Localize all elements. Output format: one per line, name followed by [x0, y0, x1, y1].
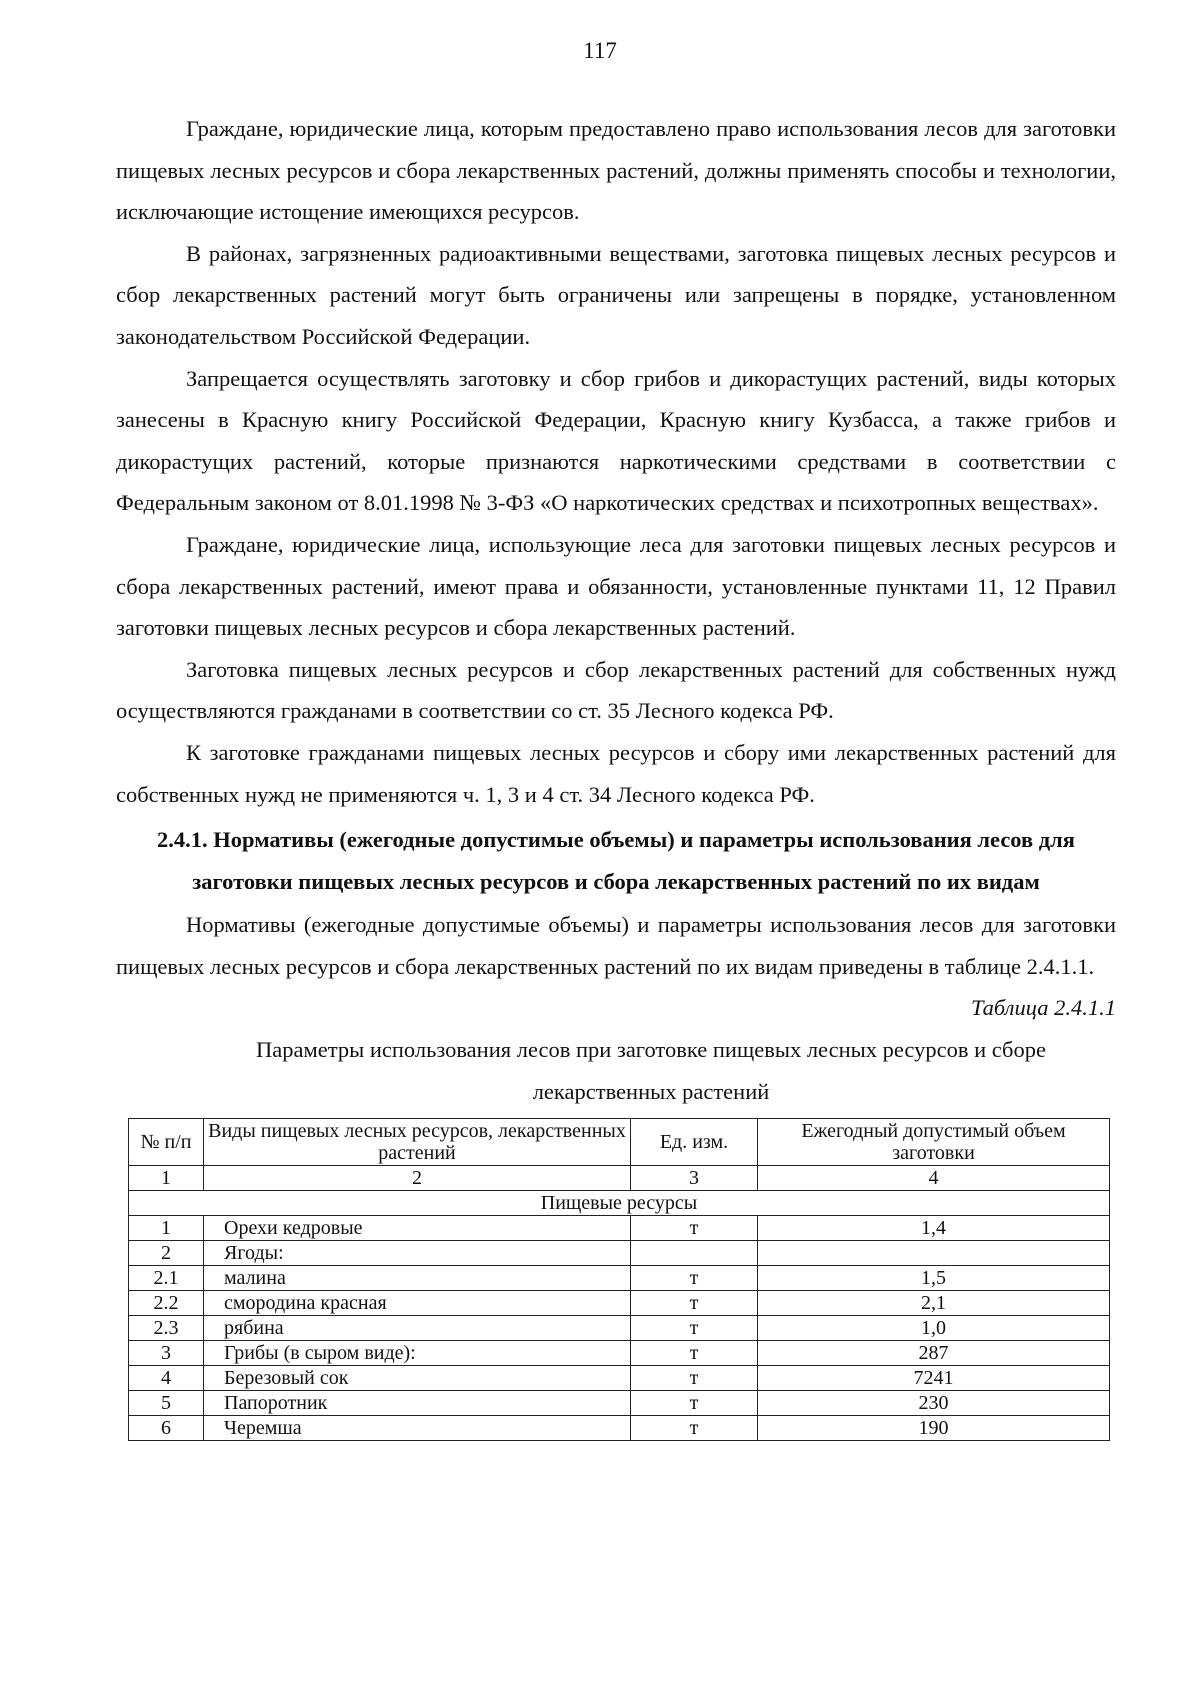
row-number: 4: [129, 1366, 204, 1391]
row-number: 1: [129, 1216, 204, 1241]
paragraph: Граждане, юридические лица, использующие леса для заготовки пищевых лесных ресурсов и сбора лекарственных растений, имеют права и обязанности, установленные пунктами 11, 12 Правил заготовки пищевых лесных ресурсов и сбора лекарственных растений.: [116, 531, 1116, 641]
row-number: 2.3: [129, 1316, 204, 1341]
paragraph: Заготовка пищевых лесных ресурсов и сбор лекарственных растений для собственных нужд осуществляются гражданами в соответствии со ст. 35 Лесного кодекса РФ.: [116, 656, 1116, 724]
table-row: [129, 1366, 1110, 1391]
row-resource-name: Орехи кедровые: [204, 1216, 631, 1241]
row-volume: 1,0: [758, 1316, 1110, 1341]
row-volume: 2,1: [758, 1291, 1110, 1316]
paragraph: Запрещается осуществлять заготовку и сбор грибов и дикорастущих растений, виды которых занесены в Красную книгу Российской Федерации, Красную книгу Кузбасса, а также грибов и дикорастущих растений, которые признаются наркотическими средствами в соответствии с Федеральным законом от 8.01.1998 № 3-ФЗ «О наркотических средствах и психотропных веществах».: [116, 365, 1116, 516]
paragraph: К заготовке гражданами пищевых лесных ресурсов и сбору ими лекарственных растений для собственных нужд не применяются ч. 1, 3 и 4 ст. 34 Лесного кодекса РФ.: [116, 739, 1116, 807]
paragraph: В районах, загрязненных радиоактивными веществами, заготовка пищевых лесных ресурсов и сбор лекарственных растений могут быть ограничены или запрещены в порядке, установленном законодательством Российской Федерации.: [116, 240, 1116, 349]
table-row: [129, 1416, 1110, 1441]
resource-table: [128, 1118, 1110, 1441]
column-index-row: [129, 1166, 1110, 1191]
row-unit: т: [631, 1391, 758, 1416]
row-unit: т: [631, 1366, 758, 1391]
row-number: 2.2: [129, 1291, 204, 1316]
table-row: [129, 1241, 1110, 1266]
column-index: 2: [204, 1166, 631, 1191]
table-row: [129, 1216, 1110, 1241]
row-resource-name: рябина: [204, 1316, 631, 1341]
header-unit: Ед. изм.: [631, 1119, 758, 1166]
row-volume: 1,5: [758, 1266, 1110, 1291]
row-unit: т: [631, 1341, 758, 1366]
section-intro: Нормативы (ежегодные допустимые объемы) и параметры использования лесов для заготовки пищевых лесных ресурсов и сбора лекарственных растений по их видам приведены в таблице 2.4.1.1.: [116, 912, 1116, 979]
row-resource-name: смородина красная: [204, 1291, 631, 1316]
row-number: 6: [129, 1416, 204, 1441]
table-caption: Параметры использования лесов при заготовке пищевых лесных ресурсов и сборе лекарственных растений: [256, 1037, 1046, 1104]
row-volume: [758, 1241, 1110, 1266]
section-row: [129, 1191, 1110, 1216]
table-reference: Таблица 2.4.1.1: [970, 995, 1116, 1021]
row-volume: 287: [758, 1341, 1110, 1366]
row-volume: 1,4: [758, 1216, 1110, 1241]
row-resource-name: Ягоды:: [204, 1241, 631, 1266]
column-index: 3: [631, 1166, 758, 1191]
column-index: 4: [758, 1166, 1110, 1191]
row-unit: т: [631, 1316, 758, 1341]
paragraph: Граждане, юридические лица, которым предоставлено право использования лесов для заготовки пищевых лесных ресурсов и сбора лекарственных растений, должны применять способы и технологии, исключающие истощение имеющихся ресурсов.: [116, 116, 1116, 225]
header-num: № п/п: [129, 1119, 204, 1166]
document-body: [116, 108, 1116, 1441]
table-row: [129, 1266, 1110, 1291]
row-unit: т: [631, 1216, 758, 1241]
table-header-row: [129, 1119, 1110, 1166]
row-volume: 7241: [758, 1366, 1110, 1391]
row-unit: т: [631, 1416, 758, 1441]
table-row: [129, 1316, 1110, 1341]
column-index: 1: [129, 1166, 204, 1191]
table-row: [129, 1391, 1110, 1416]
row-unit: т: [631, 1266, 758, 1291]
row-resource-name: Черемша: [204, 1416, 631, 1441]
row-unit: [631, 1241, 758, 1266]
row-number: 2.1: [129, 1266, 204, 1291]
section-label: Пищевые ресурсы: [129, 1191, 1110, 1216]
row-volume: 190: [758, 1416, 1110, 1441]
page-number: 117: [583, 38, 617, 63]
table-row: [129, 1291, 1110, 1316]
row-resource-name: Березовый сок: [204, 1366, 631, 1391]
row-resource-name: Грибы (в сыром виде):: [204, 1341, 631, 1366]
header-name: Виды пищевых лесных ресурсов, лекарственных растений: [204, 1119, 631, 1166]
row-resource-name: Папоротник: [204, 1391, 631, 1416]
header-volume: Ежегодный допустимый объем заготовки: [758, 1119, 1110, 1166]
row-volume: 230: [758, 1391, 1110, 1416]
row-number: 3: [129, 1341, 204, 1366]
row-resource-name: малина: [204, 1266, 631, 1291]
section-heading: 2.4.1. Нормативы (ежегодные допустимые объемы) и параметры использования лесов для заготовки пищевых лесных ресурсов и сбора лекарственных растений по их видам: [157, 827, 1075, 894]
row-number: 2: [129, 1241, 204, 1266]
table-row: [129, 1341, 1110, 1366]
row-unit: т: [631, 1291, 758, 1316]
row-number: 5: [129, 1391, 204, 1416]
